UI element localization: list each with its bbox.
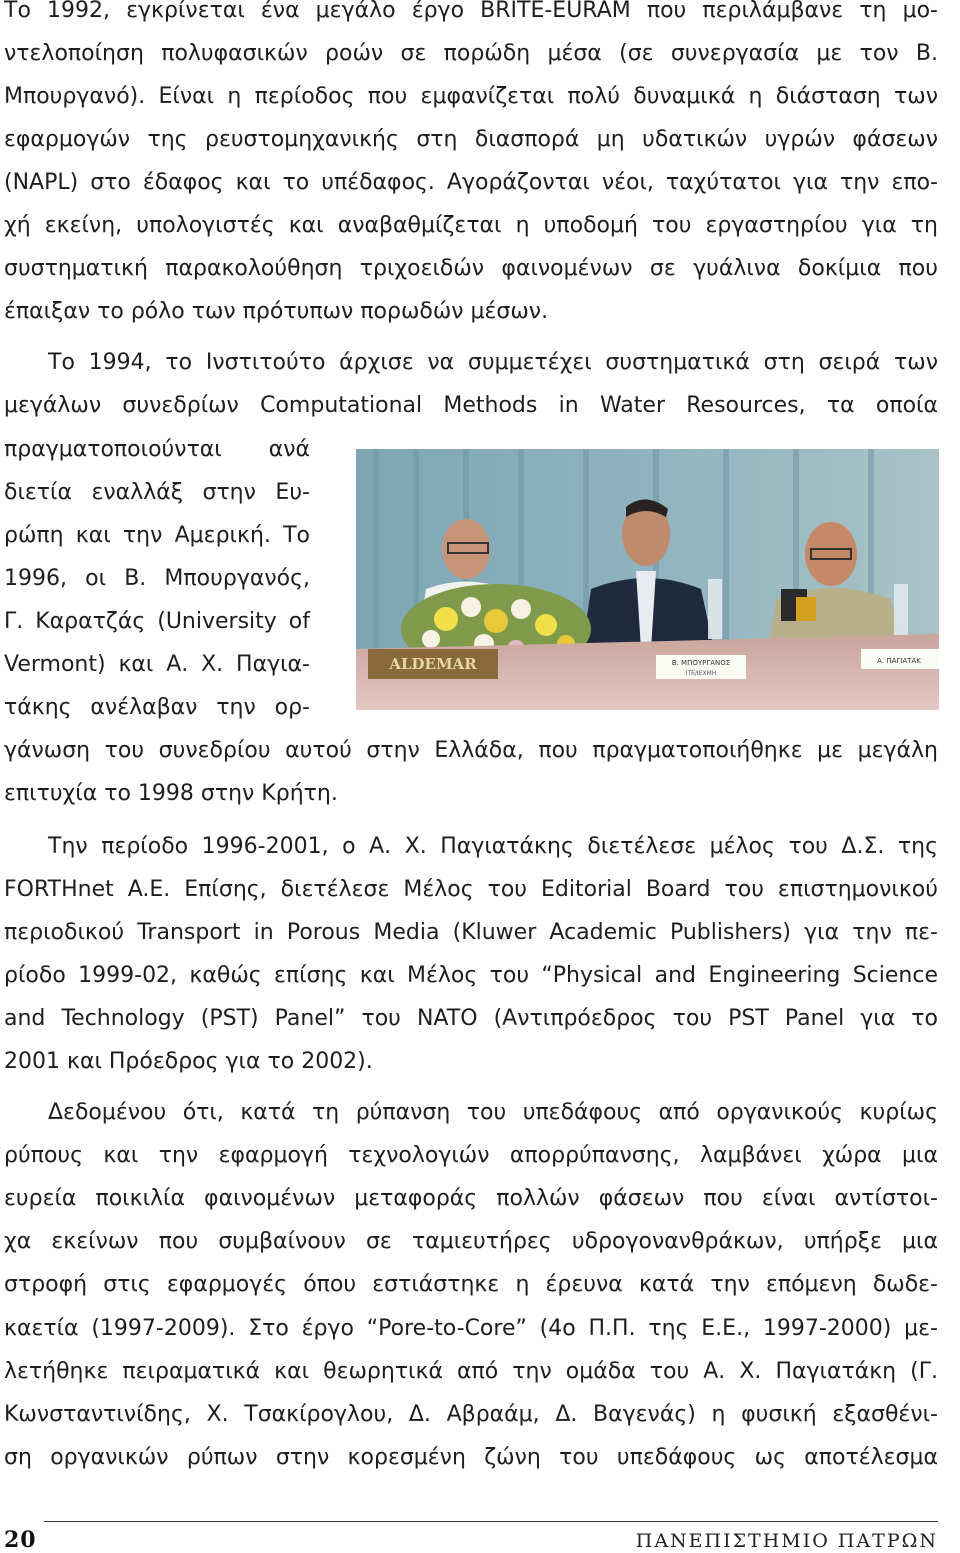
text-line: περιοδικού Transport in Porous Media (Kluwer Academic Publishers) για την πε- — [4, 920, 938, 945]
text-line: έπαιξαν το ρόλο των πρότυπων πορωδών μέσων. — [4, 299, 549, 324]
text-line: 2001 και Πρόεδρος για το 2002). — [4, 1049, 373, 1074]
text-line: ρίοδο 1999-02, καθώς επίσης και Μέλος του “Physical and Engineering Science — [4, 963, 938, 988]
page-number: 20 — [4, 1527, 37, 1553]
nameplate-payatakes: Α. ΠΑΓΙΑΤΑΚ — [877, 657, 921, 665]
nameplate-bourganos: Β. ΜΠΟΥΡΓΑΝΟΣ — [671, 659, 731, 667]
text-line: Δεδομένου ότι, κατά τη ρύπανση του υπεδάφους από οργανικούς κυρίως — [48, 1100, 938, 1125]
text-line: διετία εναλλάξ στην Ευ- — [4, 480, 310, 505]
text-line: καετία (1997-2009). Στο έργο “Pore-to-Core” (4ο Π.Π. της Ε.Ε., 1997-2000) με- — [4, 1316, 938, 1341]
text-line: τάκης ανέλαβαν την ορ- — [4, 695, 310, 720]
text-line: Την περίοδο 1996-2001, ο Α. Χ. Παγιατάκης διετέλεσε μέλος του Δ.Σ. της — [48, 834, 938, 859]
text-line: γάνωση του συνεδρίου αυτού στην Ελλάδα, που πραγματοποιήθηκε με μεγάλη — [4, 738, 938, 763]
text-line: (NAPL) στο έδαφος και το υπέδαφος. Αγοράζονται νέοι, ταχύτατοι για την επο- — [4, 170, 938, 195]
text-line: Vermont) και Α. Χ. Παγια- — [4, 652, 310, 677]
text-line: μεγάλων συνεδρίων Computational Methods in Water Resources, τα οποία — [4, 393, 938, 418]
text-line: and Technology (PST) Panel” του NATO (Αντιπρόεδρος του PST Panel για το — [4, 1006, 938, 1031]
conference-photo — [356, 449, 939, 710]
text-line: στροφή στις εφαρμογές όπου εστιάστηκε η έρευνα κατά την επόμενη δωδε- — [4, 1272, 938, 1297]
banner-aldemar: ALDEMAR — [389, 655, 477, 673]
text-line: Γ. Καρατζάς (University of — [4, 609, 310, 634]
text-line: ση οργανικών ρύπων στην κορεσμένη ζώνη του υπεδάφους ως αποτέλεσμα — [4, 1445, 938, 1470]
footer-rule — [44, 1521, 938, 1522]
text-line: Κωνσταντινίδης, Χ. Τσακίρογλου, Δ. Αβραάμ, Δ. Βαγενάς) η φυσική εξασθένι- — [4, 1402, 938, 1427]
text-line: συστηματική παρακολούθηση τριχοειδών φαινομένων σε γυάλινα δοκίμια που — [4, 256, 938, 281]
text-line: χα εκείνων που συμβαίνουν σε ταμιευτήρες υδρογονανθράκων, υπήρξε μια — [4, 1229, 938, 1254]
text-line: 1996, οι Β. Μπουργανός, — [4, 566, 310, 591]
nameplate-bourganos-sub: ΙΤΕ/ΙΕΧΜΗ — [685, 670, 717, 677]
text-line: ρώπη και την Αμερική. Το — [4, 523, 310, 548]
text-line: εφαρμογών της ρευστομηχανικής στη διασπορά μη υδατικών υγρών φάσεων — [4, 127, 938, 152]
text-line: επιτυχία το 1998 στην Κρήτη. — [4, 781, 338, 806]
text-line: πραγματοποιούνται ανά — [4, 437, 310, 462]
text-line: χή εκείνη, υπολογιστές και αναβαθμίζεται η υποδομή του εργαστηρίου για τη — [4, 213, 938, 238]
text-line: FORTHnet A.E. Επίσης, διετέλεσε Μέλος του Editorial Board του επιστημονικού — [4, 877, 938, 902]
text-line: Το 1992, εγκρίνεται ένα μεγάλο έργο BRITE-EURAM που περιλάμβανε τη μο- — [4, 0, 938, 23]
footer-institution: ΠΑΝΕΠΙΣΤΗΜΙΟ ΠΑΤΡΩΝ — [635, 1530, 938, 1552]
text-line: ντελοποίηση πολυφασικών ροών σε πορώδη μέσα (σε συνεργασία με τον Β. — [4, 41, 938, 66]
text-line: ευρεία ποικιλία φαινομένων μεταφοράς πολλών φάσεων που είναι αντίστοι- — [4, 1186, 938, 1211]
text-line: Μπουργανό). Είναι η περίοδος που εμφανίζεται πολύ δυναμικά η διάσταση των — [4, 84, 938, 109]
text-line: ρύπους και την εφαρμογή τεχνολογιών απορρύπανσης, λαμβάνει χώρα μια — [4, 1143, 938, 1168]
text-line: λετήθηκε πειραματικά και θεωρητικά από την ομάδα του Α. Χ. Παγιατάκη (Γ. — [4, 1359, 938, 1384]
text-line: Το 1994, το Ινστιτούτο άρχισε να συμμετέχει συστηματικά στη σειρά των — [48, 350, 938, 375]
